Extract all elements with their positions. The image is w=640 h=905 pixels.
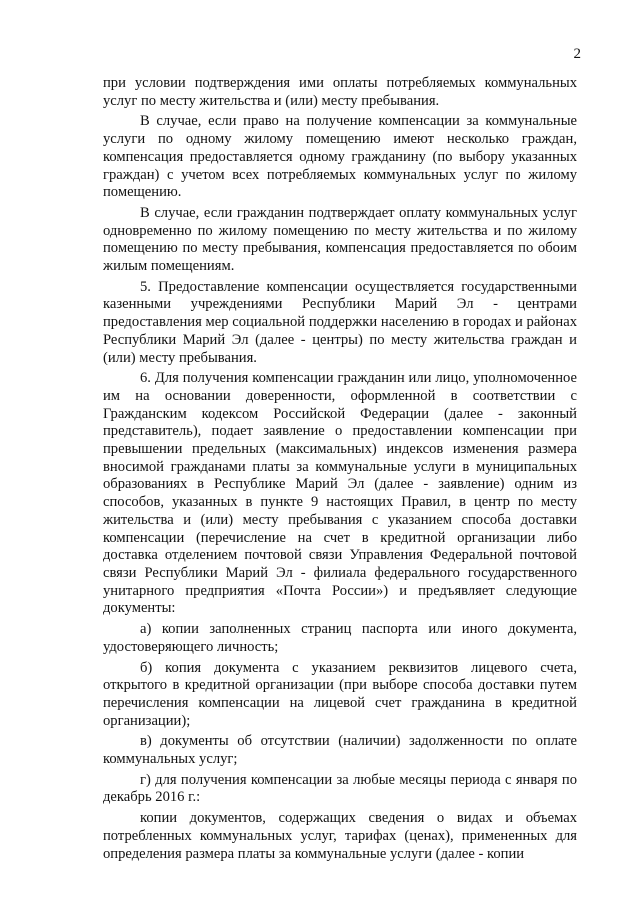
paragraph-continuation: при условии подтверждения ими оплаты потребляемых коммунальных услуг по месту жительства и (или) месту пребывания. <box>103 75 577 109</box>
clause-6: 6. Для получения компенсации гражданин или лицо, уполномоченное им на основании доверенности, оформленной в соответствии с Гражданским кодексом Российской Федерации (далее - законный представитель), подает заявление о предоставлении компенсации при превышении предельных (максимальных) индексов изменения размера вносимой гражданами платы за коммунальные услуги в муниципальных образованиях в Республике Марий Эл (далее - заявление) одним из способов, указанных в пункте 9 настоящих Правил, в центр по месту жительства и (или) месту пребывания с указанием способа доставки компенсации (перечисление на счет в кредитной организации либо доставка отделением почтовой связи Управления Федеральной почтовой связи Республики Марий Эл - филиала федерального государственного унитарного предприятия «Почта России») и предъявляет следующие документы: <box>103 370 577 617</box>
clause-6-item-g-copies: копии документов, содержащих сведения о видах и объемах потребленных коммунальных услуг, тарифах (ценах), примененных для определения размера платы за коммунальные услуги (далее - копии <box>103 810 577 862</box>
paragraph-multiple-citizens: В случае, если право на получение компенсации за коммунальные услуги по одному жилому помещению имеют несколько граждан, компенсация предоставляется одному гражданину (по выбору указанных граждан) с учетом всех потребляемых коммунальных услуг по жилому помещению. <box>103 113 577 201</box>
clause-6-item-b: б) копия документа с указанием реквизитов лицевого счета, открытого в кредитной организации (при выборе способа доставки путем перечисления компенсации на лицевой счет гражданина в кредитной организации); <box>103 659 577 729</box>
clause-6-item-v: в) документы об отсутствии (наличии) задолженности по оплате коммунальных услуг; <box>103 733 577 768</box>
body-text <box>103 75 577 863</box>
page-number: 2 <box>573 46 581 62</box>
paragraph-residence-and-stay: В случае, если гражданин подтверждает оплату коммунальных услуг одновременно по жилому помещению по месту жительства и по жилому помещению по месту пребывания, компенсация предоставляется по обоим жилым помещениям. <box>103 204 577 275</box>
clause-6-item-g: г) для получения компенсации за любые месяцы периода с января по декабрь 2016 г.: <box>103 771 577 806</box>
clause-5: 5. Предоставление компенсации осуществляется государственными казенными учреждениями Республики Марий Эл - центрами предоставления мер социальной поддержки населению в городах и районах Республики Марий Эл (далее - центры) по месту жительства граждан и (или) месту пребывания. <box>103 278 577 366</box>
clause-6-item-a: а) копии заполненных страниц паспорта или иного документа, удостоверяющего личность; <box>103 621 577 655</box>
